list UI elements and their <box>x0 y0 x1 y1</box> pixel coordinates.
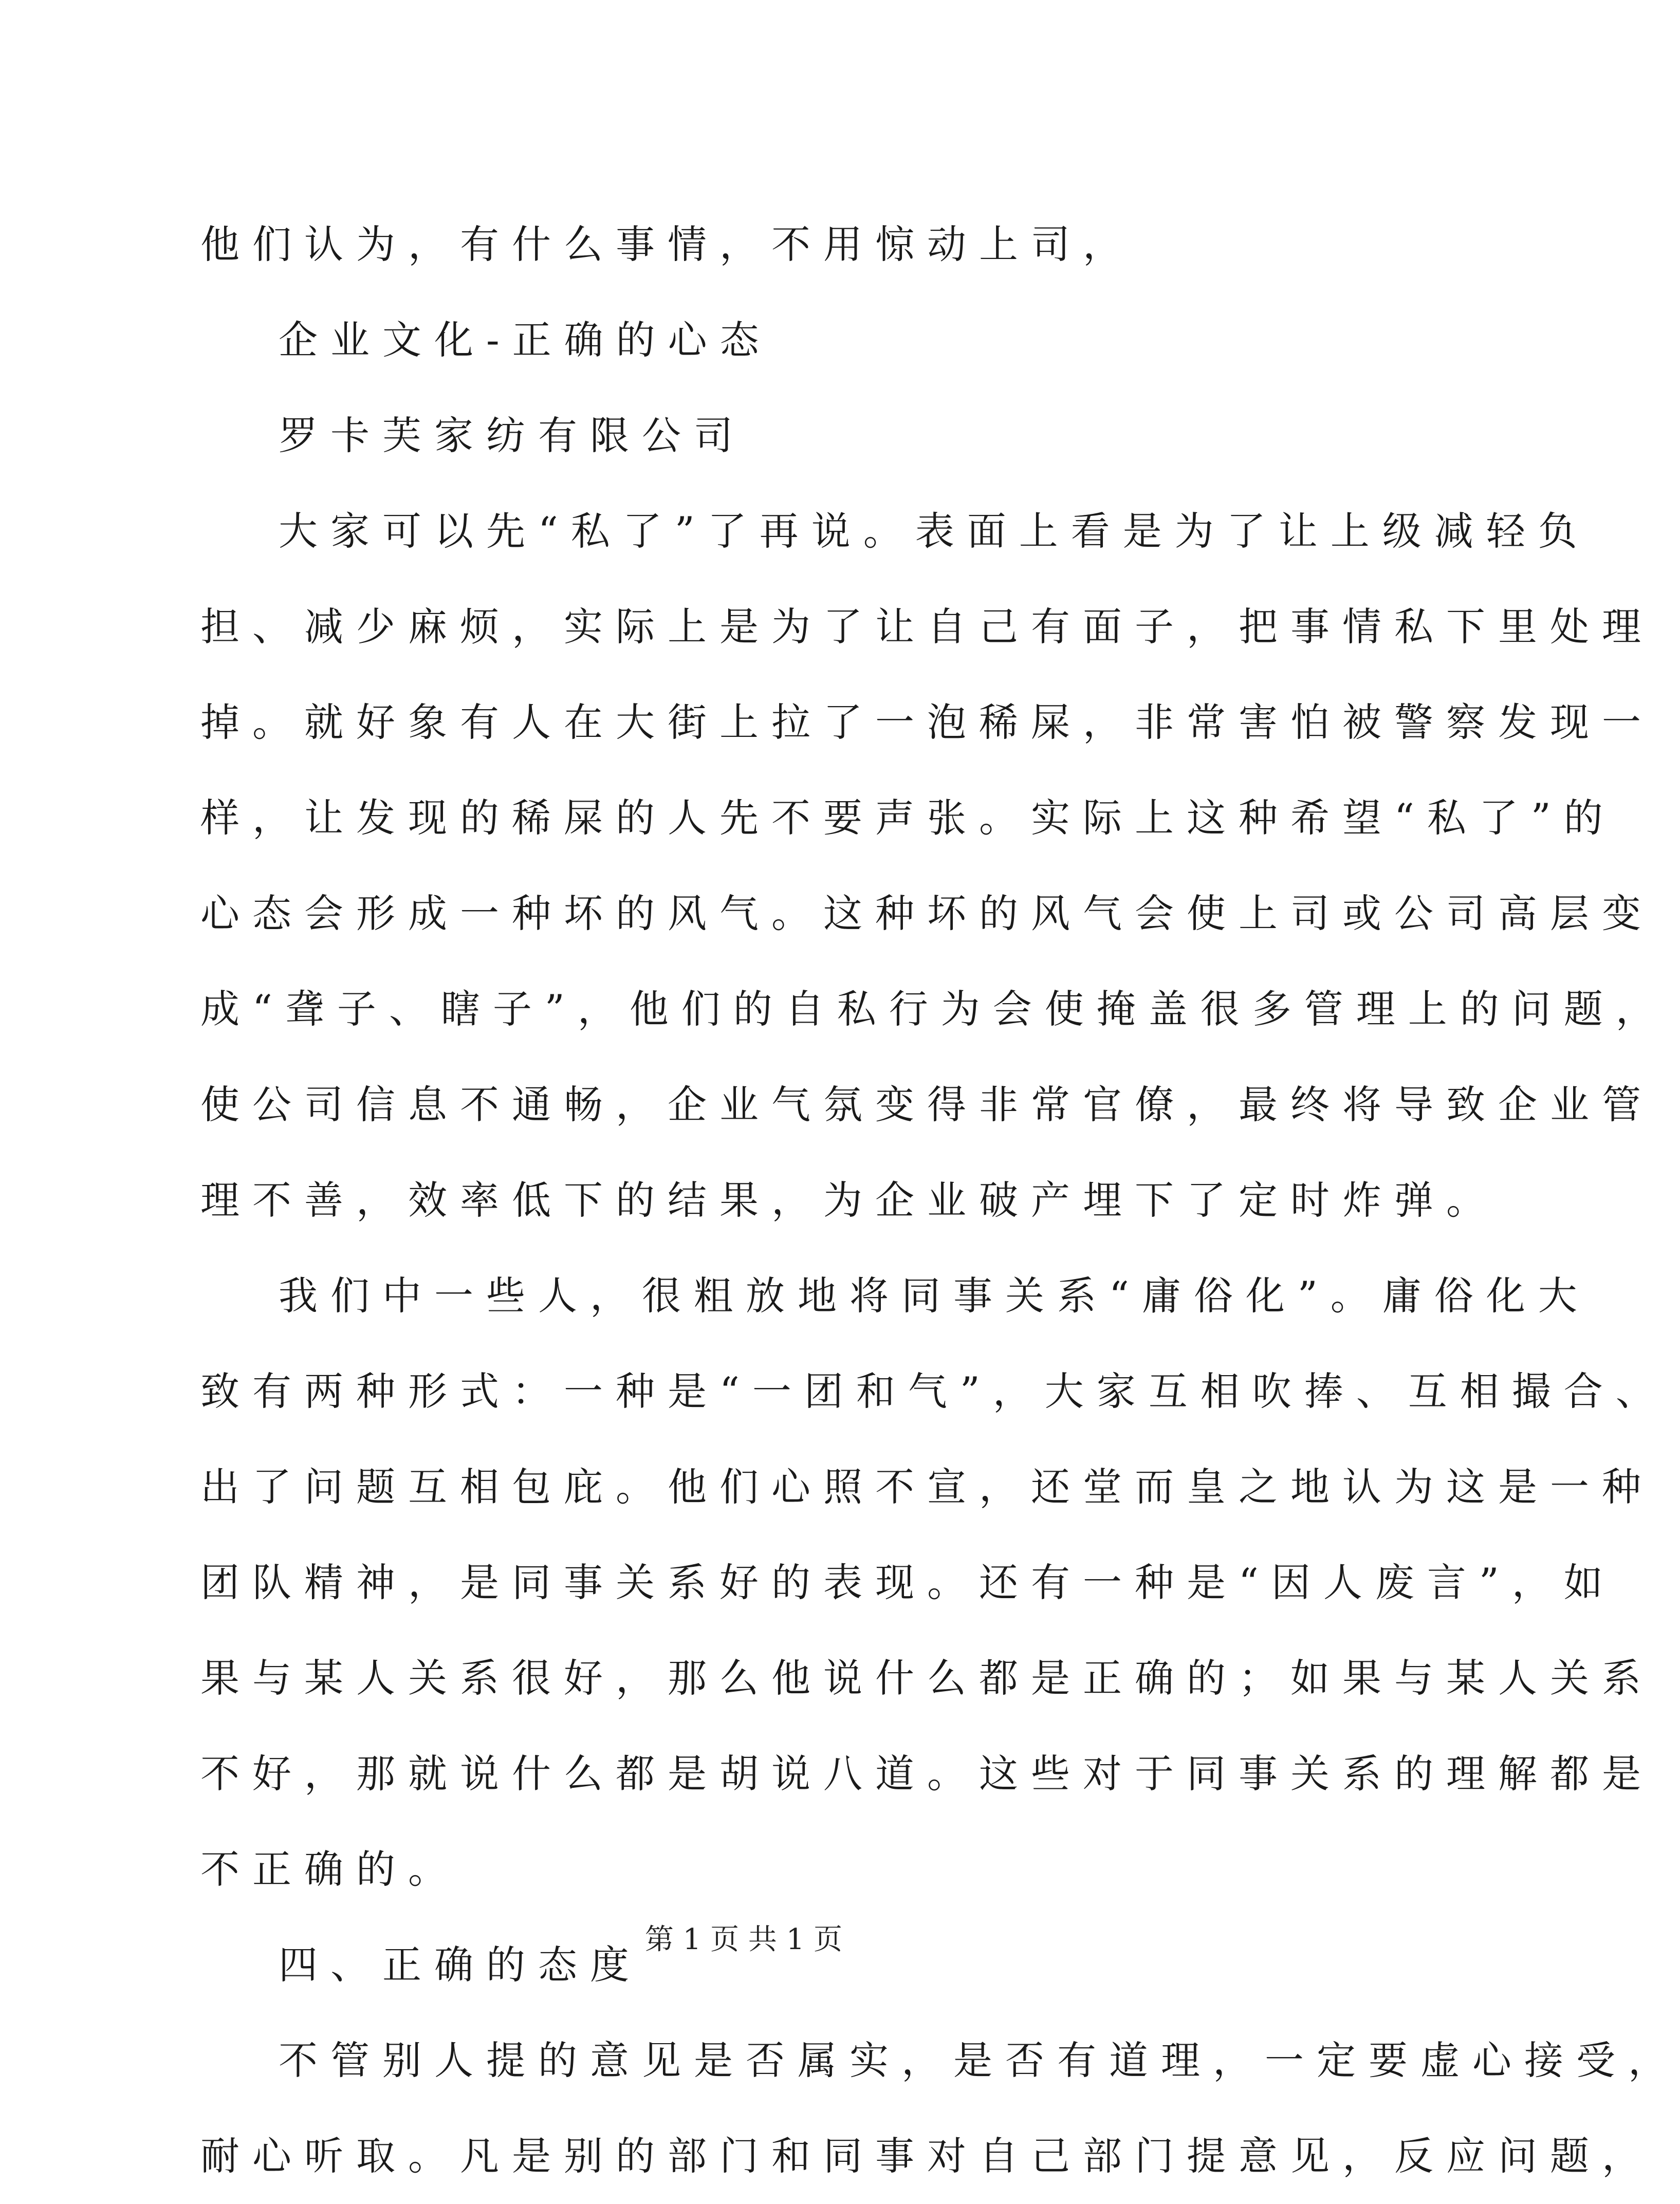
text-line: 样，让发现的稀屎的人先不要声张。实际上这种希望“私了”的 <box>200 795 1616 841</box>
text-line: 我们中一些人，很粗放地将同事关系“庸俗化”。庸俗化大 <box>279 1273 1590 1319</box>
text-line: 心态会形成一种坏的风气。这种坏的风气会使上司或公司高层变 <box>200 891 1654 936</box>
text-line: 果与某人关系很好，那么他说什么都是正确的；如果与某人关系 <box>200 1655 1654 1701</box>
text-line: 出了问题互相包庇。他们心照不宣，还堂而皇之地认为这是一种 <box>200 1464 1654 1510</box>
text-line: 致有两种形式：一种是“一团和气”，大家互相吹捧、互相撮合、 <box>200 1368 1668 1414</box>
text-line: 四、正确的态度 <box>279 1942 642 1988</box>
text-line: 掉。就好象有人在大街上拉了一泡稀屎，非常害怕被警察发现一 <box>200 699 1654 745</box>
page-footer: 第 1 页 共 1 页 <box>644 1923 843 1956</box>
text-line: 使公司信息不通畅，企业气氛变得非常官僚，最终将导致企业管 <box>200 1082 1654 1127</box>
text-line: 企业文化-正确的心态 <box>279 317 772 363</box>
text-line: 成“聋子、瞎子”，他们的自私行为会使掩盖很多管理上的问题， <box>200 986 1668 1032</box>
text-line: 理不善，效率低下的结果，为企业破产埋下了定时炸弹。 <box>200 1177 1498 1223</box>
text-line: 担、减少麻烦，实际上是为了让自己有面子，把事情私下里处理 <box>200 604 1654 650</box>
text-line: 大家可以先“私了”了再说。表面上看是为了让上级减轻负 <box>279 508 1590 554</box>
text-line: 团队精神，是同事关系好的表现。还有一种是“因人废言”，如 <box>200 1560 1616 1605</box>
text-line: 耐心听取。凡是别的部门和同事对自己部门提意见，反应问题， <box>200 2133 1654 2179</box>
text-line: 不正确的。 <box>200 1846 460 1892</box>
text-line: 不管别人提的意见是否属实，是否有道理，一定要虚心接受， <box>279 2038 1680 2083</box>
text-line: 罗卡芙家纺有限公司 <box>279 413 746 458</box>
document-body <box>200 197 1680 2204</box>
text-line: 他们认为，有什么事情，不用惊动上司， <box>200 221 1135 267</box>
text-line: 不好，那就说什么都是胡说八道。这些对于同事关系的理解都是 <box>200 1751 1654 1796</box>
